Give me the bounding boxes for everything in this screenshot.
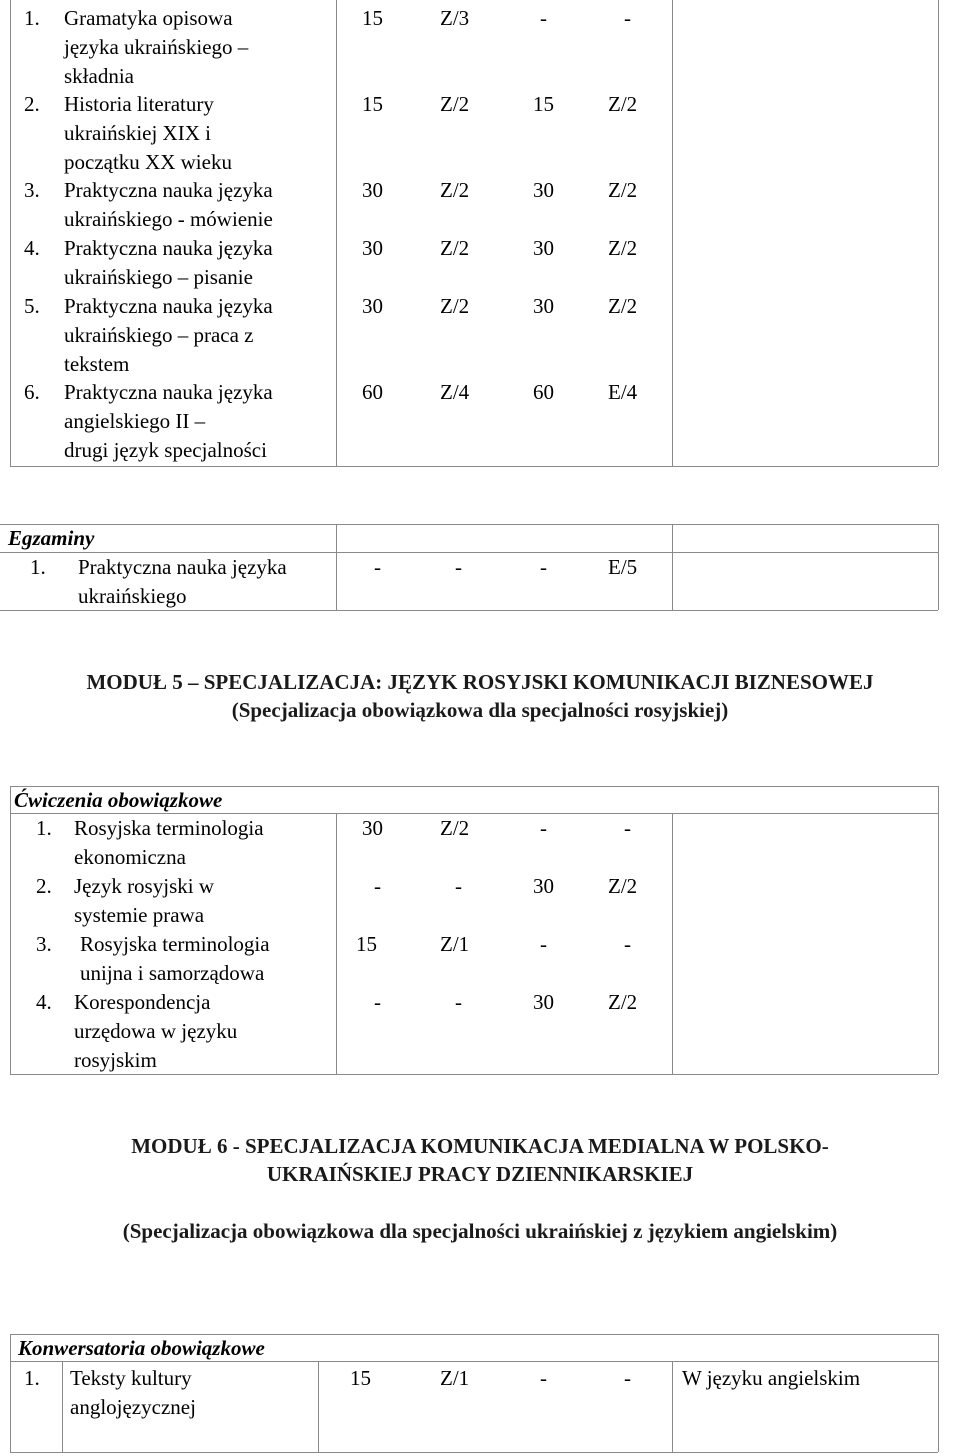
credit-sem2: Z/2 [608,178,638,202]
hours-sem2: 60 [533,380,554,404]
credit-sem1: - [455,555,462,579]
module-5-title: MODUŁ 5 – SPECJALIZACJA: JĘZYK ROSYJSKI KOMUNIKACJI BIZNESOWEJ [86,670,874,694]
hours-sem2: - [540,816,547,840]
subject-line: anglojęzycznej [70,1395,196,1419]
credit-sem1: Z/1 [440,1366,470,1390]
section-heading: Egzaminy [8,526,95,550]
subject-line: początku XX wieku [64,150,232,174]
hours-sem2: 15 [533,92,554,116]
subject-line: Korespondencja [74,990,211,1014]
row-number: 3. [36,932,52,956]
subject-line: Rosyjska terminologia [74,816,264,840]
subject-line: Historia literatury [64,92,214,116]
subject-line: tekstem [64,352,130,376]
credit-sem1: - [455,990,462,1014]
subject-line: Teksty kultury [70,1366,192,1390]
row-number: 2. [24,92,40,116]
subject-line: urzędowa w języku [74,1019,238,1043]
credit-sem1: Z/2 [440,178,470,202]
hours-sem2: 30 [533,178,554,202]
credit-sem1: Z/4 [440,380,470,404]
credit-sem2: - [624,6,631,30]
credit-sem2: Z/2 [608,236,638,260]
subject-line: ukraińskiego – praca z [64,323,254,347]
subject-line: Gramatyka opisowa [64,6,233,30]
hours-sem2: 30 [533,236,554,260]
credit-sem1: Z/2 [440,294,470,318]
hours-sem1: 60 [362,380,383,404]
hours-sem2: 30 [533,874,554,898]
subject-line: ukraińskiego - mówienie [64,207,273,231]
credit-sem2: Z/2 [608,874,638,898]
row-number: 3. [24,178,40,202]
credit-sem1: Z/3 [440,6,470,30]
subject-line: unijna i samorządowa [80,961,265,985]
credit-sem1: - [455,874,462,898]
subject-line: Praktyczna nauka języka [64,236,273,260]
section-heading: Ćwiczenia obowiązkowe [14,788,223,812]
credit-sem2: E/4 [608,380,638,404]
row-number: 6. [24,380,40,404]
credit-sem2: Z/2 [608,990,638,1014]
subject-line: ukraińskiego [78,584,187,608]
subject-line: ukraińskiego – pisanie [64,265,253,289]
row-number: 4. [24,236,40,260]
hours-sem1: 30 [362,178,383,202]
credit-sem2: Z/2 [608,294,638,318]
section-heading: Konwersatoria obowiązkowe [18,1336,265,1360]
hours-sem1: 15 [356,932,377,956]
credit-sem1: Z/2 [440,236,470,260]
hours-sem1: - [374,555,381,579]
subject-line: drugi język specjalności [64,438,267,462]
hours-sem1: 15 [362,92,383,116]
remark: W języku angielskim [682,1366,861,1390]
row-number: 2. [36,874,52,898]
row-number: 1. [36,816,52,840]
module-6-title-line-1: MODUŁ 6 - SPECJALIZACJA KOMUNIKACJA MEDIALNA W POLSKO- [131,1134,829,1158]
credit-sem1: Z/2 [440,816,470,840]
row-number: 5. [24,294,40,318]
module-6-title-line-2: UKRAIŃSKIEJ PRACY DZIENNIKARSKIEJ [266,1162,694,1186]
hours-sem1: - [374,874,381,898]
row-number: 4. [36,990,52,1014]
subject-line: rosyjskim [74,1048,157,1072]
row-number: 1. [24,6,40,30]
row-number: 1. [30,555,46,579]
credit-sem2: - [624,816,631,840]
hours-sem1: 30 [362,236,383,260]
module-6-subtitle: (Specjalizacja obowiązkowa dla specjalności ukraińskiej z językiem angielskim) [122,1219,838,1243]
credit-sem2: E/5 [608,555,638,579]
row-number: 1. [24,1366,40,1390]
credit-sem2: - [624,1366,631,1390]
credit-sem2: Z/2 [608,92,638,116]
hours-sem2: 30 [533,294,554,318]
hours-sem2: - [540,555,547,579]
hours-sem2: 30 [533,990,554,1014]
hours-sem1: 30 [362,816,383,840]
subject-line: Praktyczna nauka języka [64,294,273,318]
subject-line: Język rosyjski w [74,874,214,898]
subject-line: Praktyczna nauka języka [64,178,273,202]
subject-line: składnia [64,64,134,88]
subject-line: języka ukraińskiego – [64,35,249,59]
hours-sem2: - [540,932,547,956]
subject-line: systemie prawa [74,903,205,927]
subject-line: Rosyjska terminologia [80,932,270,956]
hours-sem2: - [540,6,547,30]
subject-line: ukraińskiej XIX i [64,121,211,145]
credit-sem1: Z/2 [440,92,470,116]
hours-sem2: - [540,1366,547,1390]
subject-line: Praktyczna nauka języka [78,555,287,579]
subject-line: angielskiego II – [64,409,206,433]
hours-sem1: 15 [362,6,383,30]
credit-sem1: Z/1 [440,932,470,956]
subject-line: ekonomiczna [74,845,186,869]
hours-sem1: 15 [350,1366,371,1390]
subject-line: Praktyczna nauka języka [64,380,273,404]
credit-sem2: - [624,932,631,956]
hours-sem1: - [374,990,381,1014]
hours-sem1: 30 [362,294,383,318]
module-5-subtitle: (Specjalizacja obowiązkowa dla specjalności rosyjskiej) [231,698,729,722]
